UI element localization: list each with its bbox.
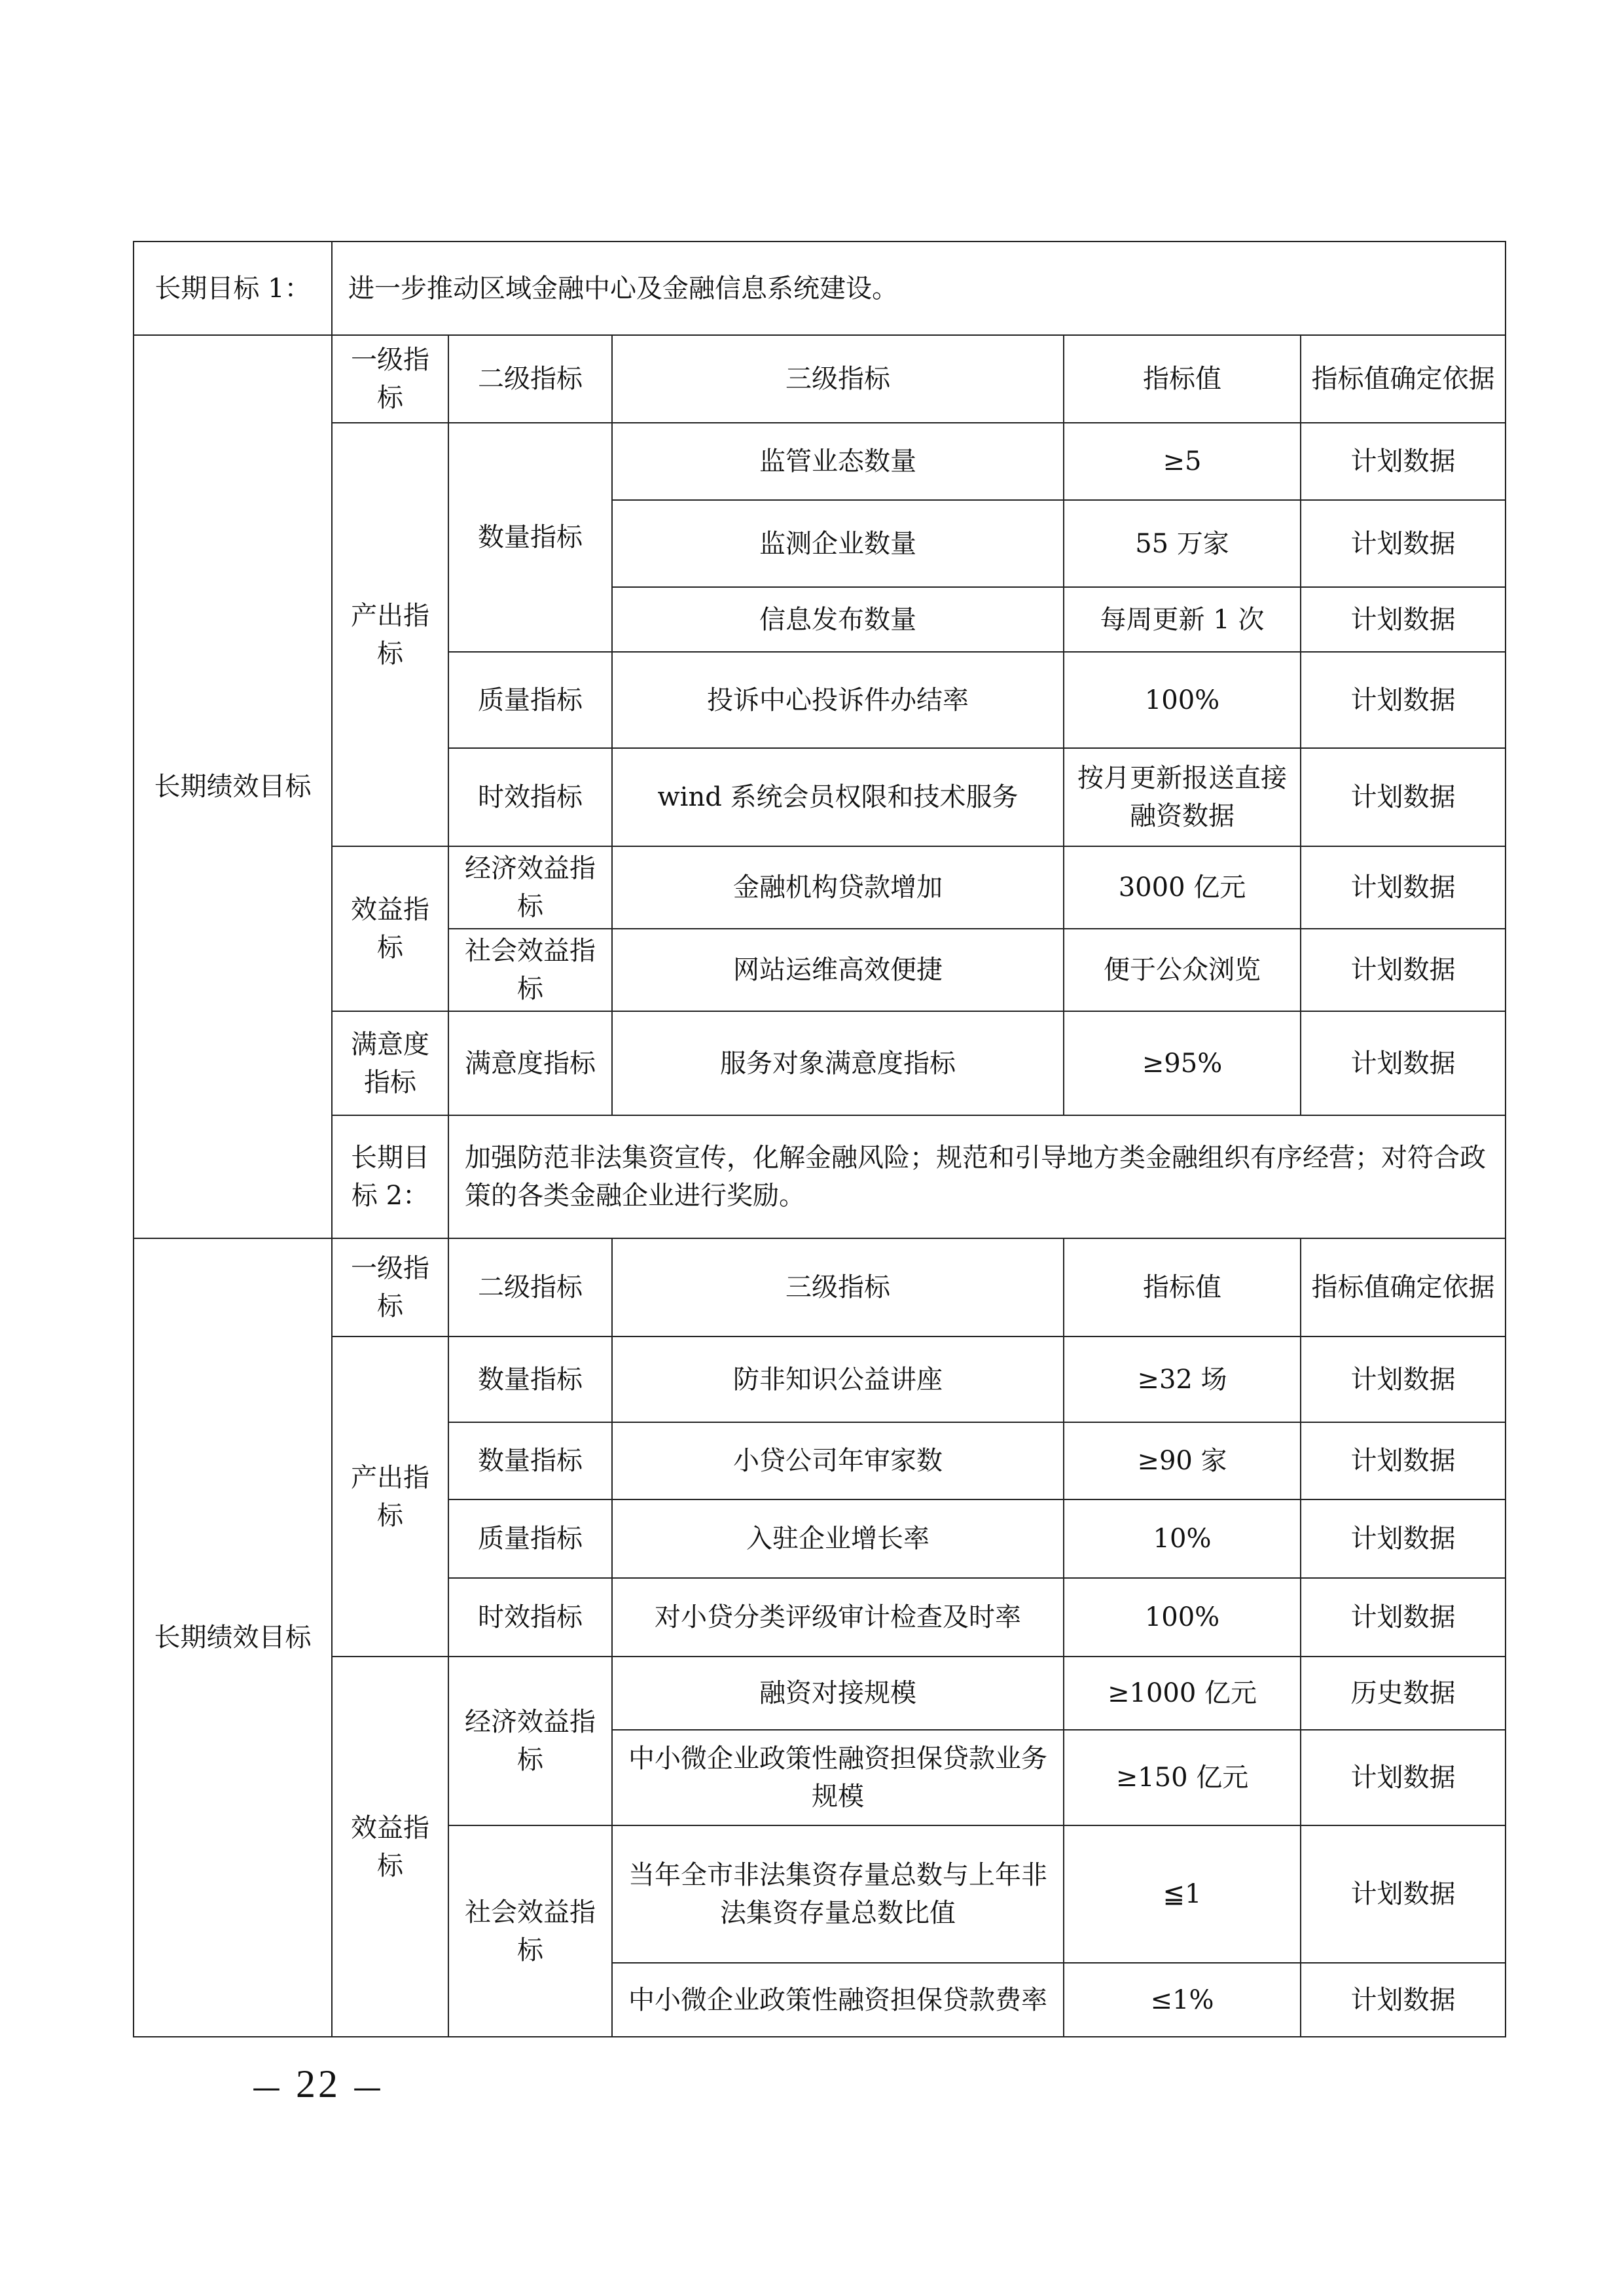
level3-cell: 网站运维高效便捷 <box>612 929 1064 1011</box>
value-cell: ≥95% <box>1064 1011 1301 1115</box>
basis-cell: 计划数据 <box>1301 1730 1506 1825</box>
value-cell: ≥32 场 <box>1064 1336 1301 1422</box>
basis-cell: 计划数据 <box>1301 1011 1506 1115</box>
section1-quantity: 数量指标 <box>448 423 612 652</box>
level3-cell: 中小微企业政策性融资担保贷款费率 <box>612 1963 1064 2037</box>
goal2-row <box>134 1115 1506 1238</box>
section2-header-row <box>134 1238 1506 1336</box>
section1-header-row <box>134 335 1506 423</box>
value-cell: 100% <box>1064 1578 1301 1657</box>
header-value: 指标值 <box>1064 1238 1301 1336</box>
basis-cell: 计划数据 <box>1301 1825 1506 1963</box>
section2-timeliness: 时效指标 <box>448 1578 612 1657</box>
section2-quality: 质量指标 <box>448 1499 612 1578</box>
basis-cell: 计划数据 <box>1301 846 1506 929</box>
section2-economic: 经济效益指标 <box>448 1657 612 1825</box>
table-row <box>134 1657 1506 1730</box>
basis-cell: 历史数据 <box>1301 1657 1506 1730</box>
goal1-label: 长期目标 1： <box>134 242 332 335</box>
header-level1: 一级指标 <box>332 335 448 423</box>
level3-cell: 小贷公司年审家数 <box>612 1422 1064 1499</box>
section1-satisfaction2: 满意度指标 <box>448 1011 612 1115</box>
section1-output: 产出指标 <box>332 423 448 846</box>
value-cell: ≦1 <box>1064 1825 1301 1963</box>
section2-quantity-b: 数量指标 <box>448 1422 612 1499</box>
basis-cell: 计划数据 <box>1301 423 1506 500</box>
goal2-text: 加强防范非法集资宣传，化解金融风险；规范和引导地方类金融组织有序经营；对符合政策的各类金融企业进行奖励。 <box>448 1115 1506 1238</box>
level3-cell: 服务对象满意度指标 <box>612 1011 1064 1115</box>
level3-cell: 融资对接规模 <box>612 1657 1064 1730</box>
level3-cell: 防非知识公益讲座 <box>612 1336 1064 1422</box>
header-basis: 指标值确定依据 <box>1301 1238 1506 1336</box>
level3-cell: wind 系统会员权限和技术服务 <box>612 748 1064 846</box>
header-level2: 二级指标 <box>448 335 612 423</box>
goal1-text: 进一步推动区域金融中心及金融信息系统建设。 <box>332 242 1506 335</box>
section2-benefit: 效益指标 <box>332 1657 448 2037</box>
goal1-row <box>134 242 1506 335</box>
value-cell: 便于公众浏览 <box>1064 929 1301 1011</box>
header-basis: 指标值确定依据 <box>1301 335 1506 423</box>
level3-cell: 对小贷分类评级审计检查及时率 <box>612 1578 1064 1657</box>
performance-table <box>133 241 1506 2037</box>
section2-output: 产出指标 <box>332 1336 448 1657</box>
level3-cell: 信息发布数量 <box>612 587 1064 652</box>
value-cell: ≥5 <box>1064 423 1301 500</box>
value-cell: 每周更新 1 次 <box>1064 587 1301 652</box>
value-cell: 55 万家 <box>1064 500 1301 587</box>
level3-cell: 当年全市非法集资存量总数与上年非法集资存量总数比值 <box>612 1825 1064 1963</box>
header-value: 指标值 <box>1064 335 1301 423</box>
level3-cell: 金融机构贷款增加 <box>612 846 1064 929</box>
section1-quality: 质量指标 <box>448 652 612 748</box>
basis-cell: 计划数据 <box>1301 500 1506 587</box>
section2-quantity-a: 数量指标 <box>448 1336 612 1422</box>
table-row <box>134 1336 1506 1422</box>
header-level2: 二级指标 <box>448 1238 612 1336</box>
page-dash-left: — <box>252 2071 283 2105</box>
header-level3: 三级指标 <box>612 335 1064 423</box>
page-dash-right: — <box>353 2071 384 2105</box>
section1-satisfaction: 满意度指标 <box>332 1011 448 1115</box>
basis-cell: 计划数据 <box>1301 1499 1506 1578</box>
basis-cell: 计划数据 <box>1301 1963 1506 2037</box>
section1-perf-label: 长期绩效目标 <box>134 335 332 1238</box>
section1-economic: 经济效益指标 <box>448 846 612 929</box>
basis-cell: 计划数据 <box>1301 652 1506 748</box>
table-row <box>134 1011 1506 1115</box>
page-number <box>252 2062 384 2107</box>
header-level1: 一级指标 <box>332 1238 448 1336</box>
value-cell: ≥90 家 <box>1064 1422 1301 1499</box>
page-number-value: 22 <box>296 2062 340 2106</box>
level3-cell: 中小微企业政策性融资担保贷款业务规模 <box>612 1730 1064 1825</box>
section2-perf-label: 长期绩效目标 <box>134 1238 332 2037</box>
value-cell: 10% <box>1064 1499 1301 1578</box>
value-cell: 100% <box>1064 652 1301 748</box>
value-cell: ≥1000 亿元 <box>1064 1657 1301 1730</box>
value-cell: ≥150 亿元 <box>1064 1730 1301 1825</box>
section1-social: 社会效益指标 <box>448 929 612 1011</box>
value-cell: 按月更新报送直接融资数据 <box>1064 748 1301 846</box>
basis-cell: 计划数据 <box>1301 587 1506 652</box>
basis-cell: 计划数据 <box>1301 1422 1506 1499</box>
table-row <box>134 846 1506 929</box>
basis-cell: 计划数据 <box>1301 929 1506 1011</box>
basis-cell: 计划数据 <box>1301 748 1506 846</box>
value-cell: ≤1% <box>1064 1963 1301 2037</box>
goal2-label: 长期目标 2： <box>332 1115 448 1238</box>
section1-benefit: 效益指标 <box>332 846 448 1011</box>
level3-cell: 入驻企业增长率 <box>612 1499 1064 1578</box>
table-row <box>134 423 1506 500</box>
value-cell: 3000 亿元 <box>1064 846 1301 929</box>
level3-cell: 投诉中心投诉件办结率 <box>612 652 1064 748</box>
basis-cell: 计划数据 <box>1301 1578 1506 1657</box>
basis-cell: 计划数据 <box>1301 1336 1506 1422</box>
level3-cell: 监管业态数量 <box>612 423 1064 500</box>
level3-cell: 监测企业数量 <box>612 500 1064 587</box>
section2-social: 社会效益指标 <box>448 1825 612 2037</box>
header-level3: 三级指标 <box>612 1238 1064 1336</box>
section1-timeliness: 时效指标 <box>448 748 612 846</box>
